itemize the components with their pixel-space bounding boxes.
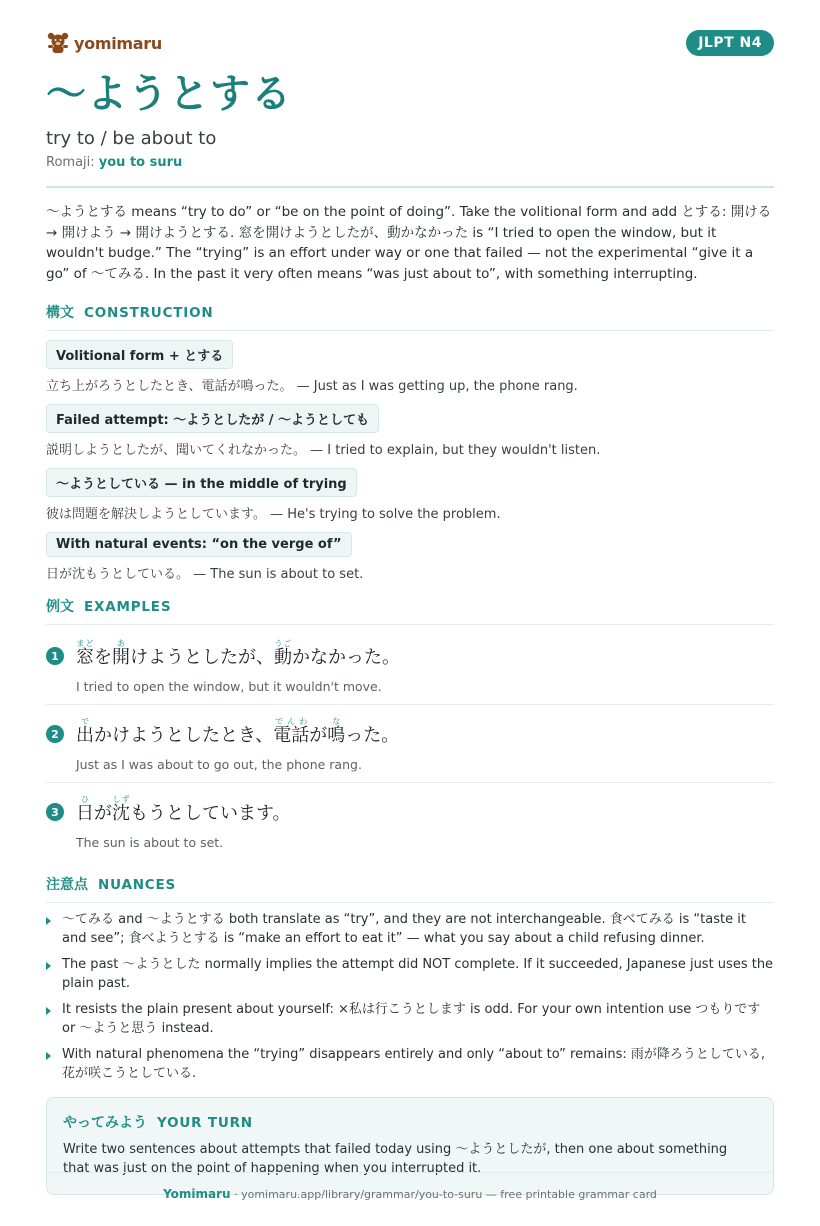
jlpt-level-badge: JLPT N4 [686,30,774,56]
example-japanese [76,795,774,827]
nuances-heading-en: NUANCES [98,877,177,893]
nuances-list [46,911,774,1083]
nuance-text: It resists the plain present about yourself: ×私は行こうとします is odd. For your own intention use つもりです or 〜ようと思う instead. [62,1002,761,1036]
kanji-base: 動 [274,647,292,668]
brand-logo[interactable] [46,31,162,55]
romaji-line [46,155,774,170]
kanji-base: 沈 [112,803,130,824]
furigana-word [274,639,292,668]
example-number: 1 [46,647,64,665]
brand-name: yomimaru [74,33,162,53]
kana-text: が [94,803,112,824]
example-number: 2 [46,725,64,743]
furigana-reading: うご [274,639,292,648]
page-title: 〜ようとする [46,71,292,117]
construction-example: 彼は問題を解決しようとしています。 — He's trying to solve the problem. [46,507,501,522]
kanji-base: 鳴 [327,725,346,746]
triangle-bullet-icon [46,1007,52,1015]
triangle-bullet-icon [46,962,52,970]
example-translation: Just as I was about to go out, the phone rang. [76,757,362,772]
bear-mascot-icon [46,31,70,55]
example-translation: The sun is about to set. [76,835,224,850]
grammar-card [46,28,774,1195]
construction-example: 説明しようとしたが、聞いてくれなかった。 — I tried to explain, but they wouldn't listen. [46,443,601,458]
kana-text: かなかった。 [292,647,400,668]
kanji-base: 窓 [76,647,94,668]
example-body [76,795,774,850]
construction-item [46,532,774,582]
kana-text: けようとしたが、 [130,647,274,668]
kana-text: もうとしています。 [130,803,291,824]
kanji-base: 日 [76,803,94,824]
page-subtitle: try to / be about to [46,128,217,149]
nuance-text: 〜てみる and 〜ようとする both translate as “try”, and they are not interchangeable. 食べてみる is “taste it and see”; 食べようとする is “make an effort to eat it” — what you say about a child refusing dinner. [62,912,746,946]
furigana-reading: でんわ [273,717,310,726]
furigana-word [327,717,346,746]
your-turn-heading-en: YOUR TURN [157,1115,253,1131]
kana-text: が [309,725,328,746]
example-japanese [76,639,774,671]
examples-list [46,627,774,860]
construction-example: 立ち上がろうとしたとき、電話が鳴った。 — Just as I was getting up, the phone rang. [46,379,578,394]
footer-text[interactable]: · yomimaru.app/library/grammar/you-to-suru — free printable grammar card [230,1188,657,1201]
example-translation: I tried to open the window, but it wouldn't move. [76,679,382,694]
construction-pattern: With natural events: “on the verge of” [46,532,352,557]
examples-heading [46,596,774,625]
nuance-text: The past 〜ようとした normally implies the attempt did NOT complete. If it succeeded, Japanese just uses the plain past. [62,957,774,991]
nuance-item [46,956,774,993]
triangle-bullet-icon [46,917,52,925]
nuance-item [46,1001,774,1038]
furigana-word [76,717,94,746]
construction-heading-en: CONSTRUCTION [84,305,214,321]
construction-heading-jp: 構文 [46,305,74,321]
kanji-base: 出 [76,725,94,746]
example-japanese [76,717,774,749]
example-body [76,717,774,772]
your-turn-text: Write two sentences about attempts that failed today using 〜ようとしたが, then one about something that was just on the point of happening when you interrupted it. [63,1142,728,1176]
construction-item [46,468,774,522]
kana-text: った。 [345,725,400,746]
construction-item [46,404,774,458]
header-bar [46,28,774,58]
kanji-base: 開 [112,647,130,668]
kana-text: かけようとしたとき、 [94,725,274,746]
furigana-word [273,717,310,746]
construction-pattern: 〜ようとしている — in the middle of trying [46,468,357,497]
footer-brand[interactable]: Yomimaru [163,1187,231,1201]
examples-heading-en: EXAMPLES [84,599,172,615]
your-turn-heading [63,1112,757,1132]
nuance-item [46,1046,774,1083]
triangle-bullet-icon [46,1052,52,1060]
furigana-reading: で [76,717,94,726]
nuance-text: With natural phenomena the “trying” disappears entirely and only “about to” remains: 雨が降ろうとしている, 花が咲こうとしている. [62,1047,766,1081]
furigana-word [76,795,94,824]
construction-pattern: Failed attempt: 〜ようとしたが / 〜ようとしても [46,404,379,433]
example-item [46,783,774,860]
construction-item [46,340,774,394]
romaji-value: you to suru [98,155,183,170]
furigana-word [76,639,94,668]
furigana-word [112,795,130,824]
construction-pattern: Volitional form + とする [46,340,233,369]
intro-paragraph: 〜ようとする means “try to do” or “be on the point of doing”. Take the volitional form and add とする: 開ける → 開けよう → 開けようとする. 窓を開けようとしたが、動かなかった is “I tried to open the window, but it wouldn't budge.” The “trying” is an effort under way or one that failed — not the experimental “give it a go” of 〜てみる. In the past it very often means “was just about to”, with something interrupting. [46,204,772,282]
furigana-reading: ひ [76,795,94,804]
examples-heading-jp: 例文 [46,599,74,615]
title-divider [46,186,774,188]
kanji-base: 電話 [273,725,310,746]
construction-heading [46,302,774,331]
example-body [76,639,774,694]
example-item [46,705,774,783]
page-footer [46,1172,774,1201]
example-item [46,627,774,705]
furigana-reading: まど [76,639,94,648]
romaji-label: Romaji: [46,155,95,170]
furigana-reading: あ [112,639,130,648]
furigana-reading: しず [112,795,130,804]
nuance-item [46,911,774,948]
kana-text: を [94,647,112,668]
your-turn-heading-jp: やってみよう [63,1115,147,1131]
furigana-reading: な [327,717,346,726]
construction-list [46,340,774,582]
nuances-heading-jp: 注意点 [46,877,88,893]
construction-example: 日が沈もうとしている。 — The sun is about to set. [46,567,364,582]
example-number: 3 [46,803,64,821]
nuances-heading [46,874,774,903]
furigana-word [112,639,130,668]
